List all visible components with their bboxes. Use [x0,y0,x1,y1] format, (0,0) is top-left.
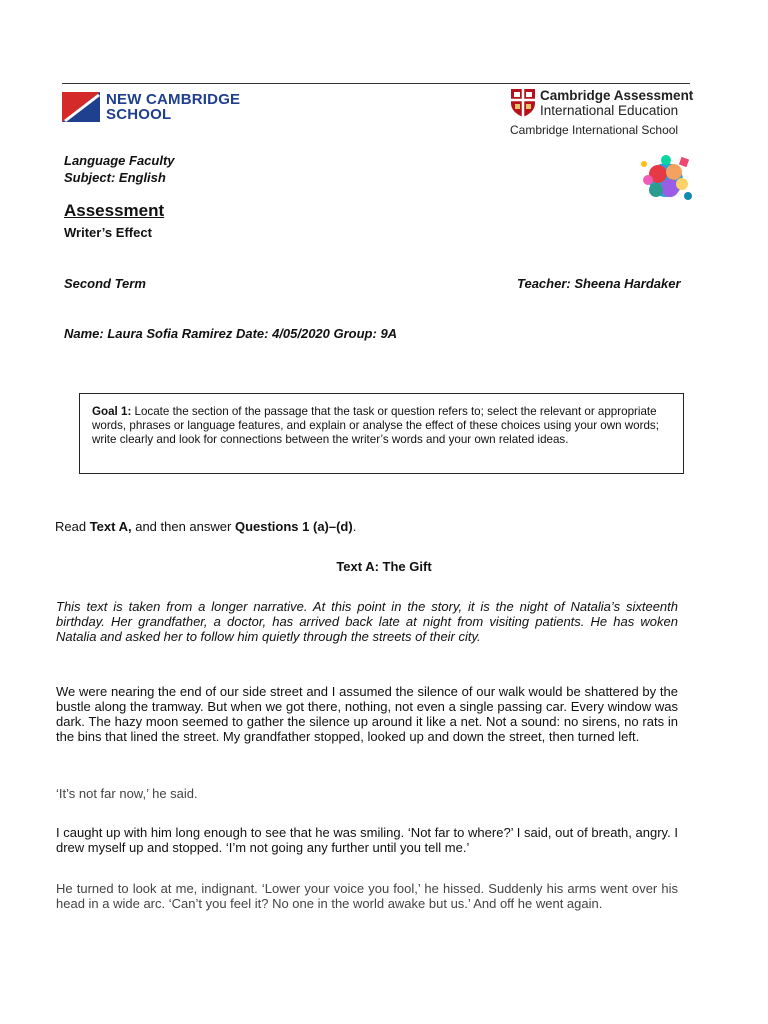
cambridge-shield-icon [510,88,536,118]
subject-label: Subject: English [64,170,166,185]
student-info: Name: Laura Sofia Ramirez Date: 4/05/2020 Group: 9A [64,326,398,341]
instructions: Read Text A, and then answer Questions 1 (a)–(d). [55,519,357,534]
teacher-label: Teacher: Sheena Hardaker [517,276,681,291]
header-rule [62,83,690,84]
cambridge-subtitle: International Education [540,103,679,118]
goal-label: Goal 1: [92,405,132,418]
term-label: Second Term [64,276,146,291]
page-subtitle: Writer’s Effect [64,225,152,240]
faculty-label: Language Faculty [64,153,175,168]
story-paragraph-3: I caught up with him long enough to see that he was smiling. ‘Not far to where?’ I said, out of breath, angry. I drew myself up and stopped. ‘I’m not going any further until you tell me.’ [56,825,678,855]
story-paragraph-2: ‘It’s not far now,’ he said. [56,786,198,801]
story-paragraph-1: We were nearing the end of our side street and I assumed the silence of our walk would be shattered by the bustle along the tramway. But when we got there, nothing, not even a single passing car. Every window was dark. The hazy moon seemed to gather the silence up around it like a net. Not a sound: no sirens, no rats in the bins that lined the street. My grandfather stopped, looked up and down the street, then turned left. [56,684,678,744]
goal-box [79,393,684,474]
cambridge-school-label: Cambridge International School [510,123,679,137]
decorative-art-icon [636,152,696,204]
cambridge-title: Cambridge Assessment [540,88,694,103]
intro-paragraph: This text is taken from a longer narrative. At this point in the story, it is the night of Natalia’s sixteenth birthday. Her grandfather, a doctor, has arrived back late at night from visiting patients. He has woken Natalia and asked her to follow him quietly through the streets of their city. [56,599,678,644]
text-heading: Text A: The Gift [336,559,432,574]
goal-text: Locate the section of the passage that the task or question refers to; select the relevant or appropriate words, phrases or language features, and explain or analyse the effect of these choices using your own words; write clearly and look for connections between the writer’s words and your own related ideas. [92,405,659,446]
story-paragraph-4: He turned to look at me, indignant. ‘Lower your voice you fool,’ he hissed. Suddenly his arms went over his head in a wide arc. ‘Can’t you feel it? No one in the world awake but us.’ And off he went again. [56,881,678,911]
page-title: Assessment [64,201,165,220]
school-name: NEW CAMBRIDGE SCHOOL [106,91,241,123]
